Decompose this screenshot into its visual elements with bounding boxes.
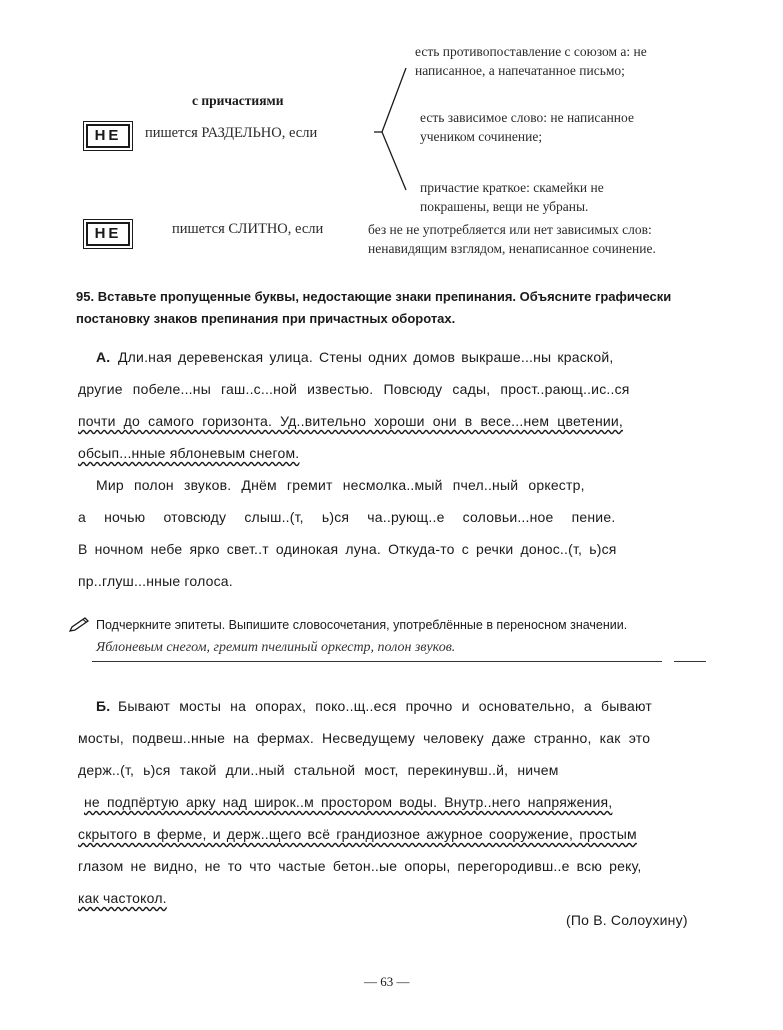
page-number: — 63 — xyxy=(364,974,410,989)
ne-box-separate: НЕ xyxy=(86,124,130,148)
exercise-number: 95. xyxy=(76,289,95,304)
text-b-line-2: мосты, подвеш..нные на фермах. Несведущему человеку даже странно, как это xyxy=(78,730,651,746)
answer-rule-1 xyxy=(92,661,662,662)
answer-rule-2 xyxy=(674,661,706,662)
rule-case-1-line-1: есть противопоставление с союзом а: не xyxy=(415,44,647,59)
rule-brace xyxy=(370,60,410,200)
exercise-task xyxy=(76,286,671,330)
text-b-line-6: глазом не видно, не то что частые бетон..ые опоры, перегородивш..е всю реку, xyxy=(78,858,642,874)
pencil-task: Подчеркните эпитеты. Выпишите словосочетания, употреблённые в переносном значении. xyxy=(96,618,628,632)
rule-joined-line-1: без не не употребляется или нет зависимых слов: xyxy=(368,222,652,237)
rule-case-3-line-2: покрашены, вещи не убраны. xyxy=(420,199,589,214)
rule-case-2 xyxy=(420,108,634,146)
pencil-answer: Яблоневым снегом, гремит пчелиный оркестр, полон звуков. xyxy=(96,640,456,655)
ne-box-joined: НЕ xyxy=(86,222,130,246)
rule-joined-intro: пишется СЛИТНО, если xyxy=(172,221,324,237)
text-b-line-7: как частокол. xyxy=(78,890,167,906)
part-a-label: А. xyxy=(96,349,111,365)
rule-title-participles: с причастиями xyxy=(192,93,284,108)
rule-case-2-line-1: есть зависимое слово: не написанное xyxy=(420,110,634,125)
text-a-line-2: другие побеле...ны гаш..с...ной известью. Повсюду сады, прост..рающ..ис..ся xyxy=(78,381,630,397)
text-a-line-1: Дли.ная деревенская улица. Стены одних домов выкраше...ны краской, xyxy=(118,349,614,365)
pencil-icon xyxy=(68,616,90,634)
rule-case-1-line-2: написанное, а напечатанное письмо; xyxy=(415,63,625,78)
part-b-label: Б. xyxy=(96,698,111,714)
exercise-task-line-1: Вставьте пропущенные буквы, недостающие знаки препинания. Объясните графически xyxy=(97,289,672,304)
text-a-line-6: а ночью отовсюду слыш..(т, ь)ся ча..рующ..е соловьи...ное пение. xyxy=(78,509,616,525)
rule-case-2-line-2: учеником сочинение; xyxy=(420,129,543,144)
text-a-line-5: Мир полон звуков. Днём гремит несмолка..мый пчел..ный оркестр, xyxy=(96,477,585,493)
text-b-line-3: держ..(т, ь)ся такой дли..ный стальной мост, перекинувш..й, ничем xyxy=(78,762,559,778)
rule-case-3 xyxy=(420,178,604,216)
text-b-line-5: скрытого в ферме, и держ..щего всё грандиозное ажурное сооружение, простым xyxy=(78,826,637,842)
text-b-line-1: Бывают мосты на опорах, поко..щ..еся прочно и основательно, а бывают xyxy=(118,698,652,714)
rule-separate-intro: пишется РАЗДЕЛЬНО, если xyxy=(145,125,318,141)
rule-joined-case xyxy=(368,220,656,258)
text-a-line-4: обсып...нные яблоневым снегом. xyxy=(78,445,300,461)
exercise-task-line-2: постановку знаков препинания при причастных оборотах. xyxy=(76,311,456,326)
text-a-line-7: В ночном небе ярко свет..т одинокая луна. Откуда-то с речки донос..(т, ь)ся xyxy=(78,541,617,557)
source-credit: (По В. Солоухину) xyxy=(566,912,688,928)
text-b-line-4: не подпёртую арку над широк..м простором воды. Внутр..него напряжения, xyxy=(84,794,613,810)
rule-case-1 xyxy=(415,42,647,80)
rule-joined-line-2: ненавидящим взглядом, ненаписанное сочинение. xyxy=(368,241,656,256)
text-a-line-3: почти до самого горизонта. Уд..вительно хороши они в весе...нем цветении, xyxy=(78,413,624,429)
rule-case-3-line-1: причастие краткое: скамейки не xyxy=(420,180,604,195)
text-a-line-8: пр..глуш...нные голоса. xyxy=(78,573,233,589)
